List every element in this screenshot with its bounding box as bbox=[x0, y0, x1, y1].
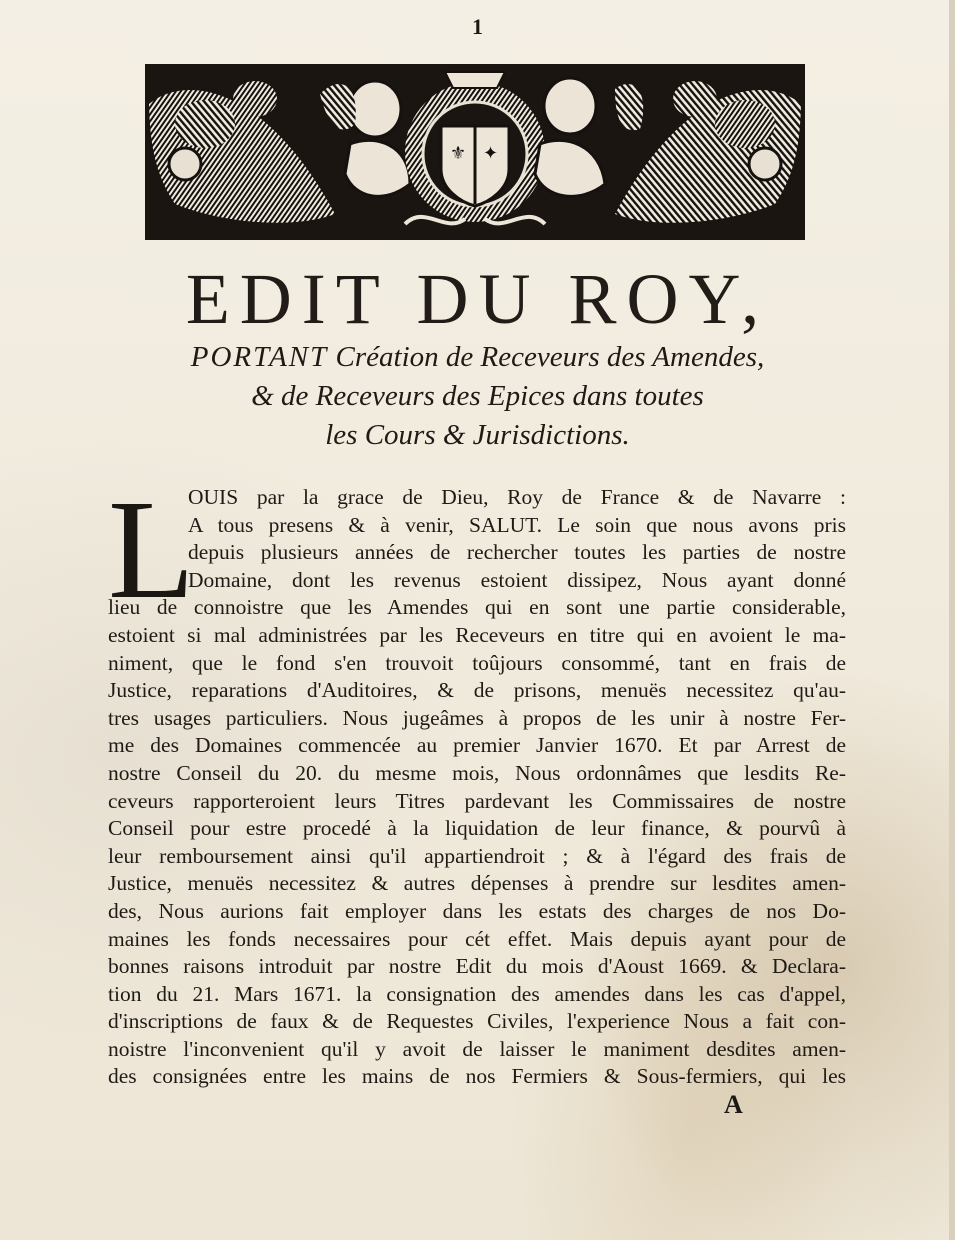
body-line: Justice, menuës necessitez & autres dépenses à prendre sur lesdites amen- bbox=[108, 871, 846, 896]
body-line: Domaine, dont les revenus estoient dissipez, Nous ayant donné bbox=[188, 567, 846, 592]
subtitle bbox=[90, 338, 865, 455]
page-number: 1 bbox=[472, 14, 483, 39]
signature-mark: A bbox=[724, 1090, 743, 1119]
body-line: noistre l'inconvenient qu'il y avoit de laisser le maniment desdites amen- bbox=[108, 1036, 846, 1061]
subtitle-line-2: & de Receveurs des Epices dans toutes bbox=[251, 380, 704, 412]
body-line: bonnes raisons introduit par nostre Edit du mois d'Aoust 1669. & Declara- bbox=[108, 954, 846, 979]
body-line: depuis plusieurs années de rechercher toutes les parties de nostre bbox=[188, 540, 846, 565]
body-line: A tous presens & à venir, SALUT. Le soin que nous avons pris bbox=[188, 512, 846, 537]
body-line: OUIS par la grace de Dieu, Roy de France & de Navarre : bbox=[188, 485, 846, 509]
body-line: Conseil pour estre procedé à la liquidation de leur finance, & pourvû à bbox=[108, 816, 846, 841]
body-line: maines les fonds necessaires pour cét effet. Mais depuis ayant pour de bbox=[108, 926, 846, 951]
subtitle-line-1 bbox=[90, 338, 865, 377]
body-line: lieu de connoistre que les Amendes qui en sont une partie considerable, bbox=[108, 595, 846, 620]
body-line: niment, que le fond s'en trouvoit toûjours consommé, tant en frais de bbox=[108, 650, 846, 675]
body-line: nostre Conseil du 20. du mesme mois, Nous ordonnâmes que lesdits Re- bbox=[108, 760, 846, 785]
body-line: tion du 21. Mars 1671. la consignation des amendes dans les cas d'appel, bbox=[108, 981, 846, 1006]
page-title: EDIT DU ROY, bbox=[185, 259, 770, 339]
body-line: des, Nous aurions fait employer dans les estats des charges de nos Do- bbox=[108, 898, 846, 923]
body-line: estoient si mal administrées par les Receveurs en titre qui en avoient le ma- bbox=[108, 622, 846, 647]
subtitle-caps: PORTANT bbox=[190, 341, 329, 373]
body-line: d'inscriptions de faux & de Requestes Civiles, l'experience Nous a fait con- bbox=[108, 1009, 846, 1034]
subtitle-line-1-rest: Création de Receveurs des Amendes, bbox=[335, 341, 765, 373]
body-line: ceveurs rapporteroient leurs Titres pardevant les Commissaires de nostre bbox=[108, 788, 846, 813]
dropcap: L bbox=[108, 470, 195, 628]
svg-text:⚜: ⚜ bbox=[450, 143, 467, 164]
body-text bbox=[108, 484, 846, 1091]
body-line: des consignées entre les mains de nos Fermiers & Sous-fermiers, qui les bbox=[108, 1064, 846, 1089]
svg-text:✦: ✦ bbox=[483, 143, 499, 164]
headpiece-woodcut bbox=[145, 64, 805, 240]
body-line: me des Domaines commencée au premier Janvier 1670. Et par Arrest de bbox=[108, 733, 846, 758]
body-line: tres usages particuliers. Nous jugeâmes à propos de les unir à nostre Fer- bbox=[108, 705, 846, 730]
body-line: leur remboursement ainsi qu'il appartiendroit ; & à l'égard des frais de bbox=[108, 843, 846, 868]
body-line: Justice, reparations d'Auditoires, & de prisons, menuës necessitez qu'au- bbox=[108, 678, 846, 703]
royal-coat-of-arms-icon bbox=[145, 64, 805, 240]
subtitle-line-3: les Cours & Jurisdictions. bbox=[325, 419, 630, 451]
